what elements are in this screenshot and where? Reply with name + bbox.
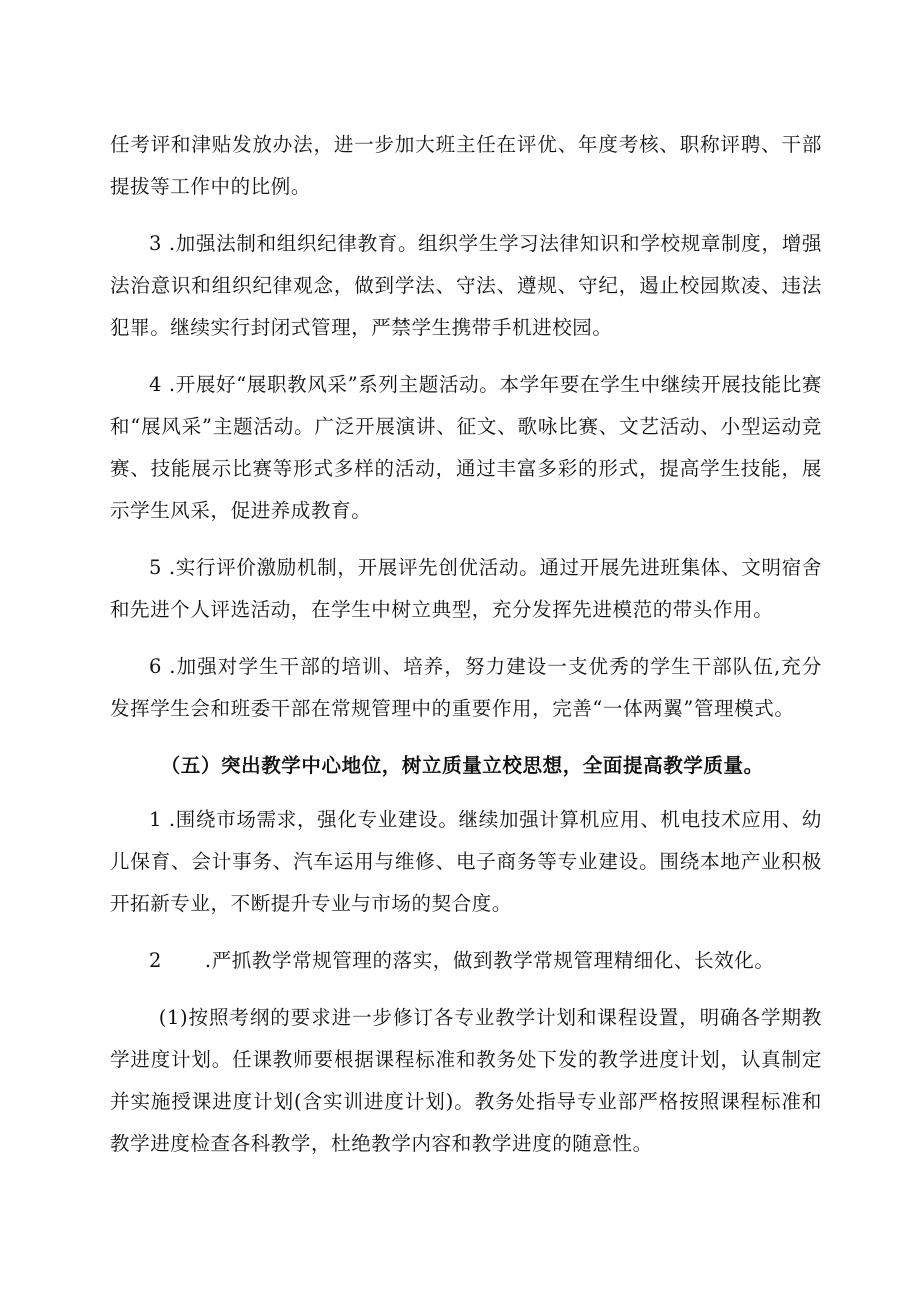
item-number: 2	[149, 949, 163, 972]
section-heading: （五）突出教学中心地位，树立质量立校思想，全面提高教学质量。	[160, 754, 764, 777]
paragraph-item-6: 6 .加强对学生干部的培训、培养，努力建设一支优秀的学生干部队伍,充分发挥学生会和班委干部在常规管理中的重要作用，完善“一体两翼”管理模式。	[110, 655, 822, 720]
document-body	[110, 124, 822, 1180]
paragraph-sub-item-1: (1)按照考纲的要求进一步修订各专业教学计划和课程设置，明确各学期教学进度计划。任课教师要根据课程标准和教务处下发的教学进度计划，认真制定并实施授课进度计划(含实训进度计划)。教务处指导专业部严格按照课程标准和教学进度检查各科教学，杜绝教学内容和教学进度的随意性。	[110, 1006, 822, 1155]
paragraph-item-5: 5 .实行评价激励机制，开展评先创优活动。通过开展先进班集体、文明宿舍和先进个人评选活动，在学生中树立典型，充分发挥先进模范的带头作用。	[110, 556, 822, 621]
paragraph-section-item-2	[110, 940, 822, 982]
paragraph-item-4: 4 .开展好“展职教风采”系列主题活动。本学年要在学生中继续开展技能比赛和“展风采”主题活动。广泛开展演讲、征文、歌咏比赛、文艺活动、小型运动竞赛、技能展示比赛等形式多样的活动，通过丰富多彩的形式，提高学生技能，展示学生风采，促进养成教育。	[110, 373, 822, 522]
paragraph-section-item-1: 1 .围绕市场需求，强化专业建设。继续加强计算机应用、机电技术应用、幼儿保育、会计事务、汽车运用与维修、电子商务等专业建设。围绕本地产业积极开拓新专业，不断提升专业与市场的契合度。	[110, 808, 822, 915]
paragraph-continuation: 任考评和津贴发放办法，进一步加大班主任在评优、年度考核、职称评聘、干部提拔等工作中的比例。	[110, 133, 822, 198]
item-text: .严抓教学常规管理的落实，做到教学常规管理精细化、长效化。	[204, 949, 775, 972]
paragraph-item-3: 3 .加强法制和组织纪律教育。组织学生学习法律知识和学校规章制度，增强法治意识和组织纪律观念，做到学法、守法、遵规、守纪，遏止校园欺凌、违法犯罪。继续实行封闭式管理，严禁学生携带手机进校园。	[110, 232, 822, 339]
